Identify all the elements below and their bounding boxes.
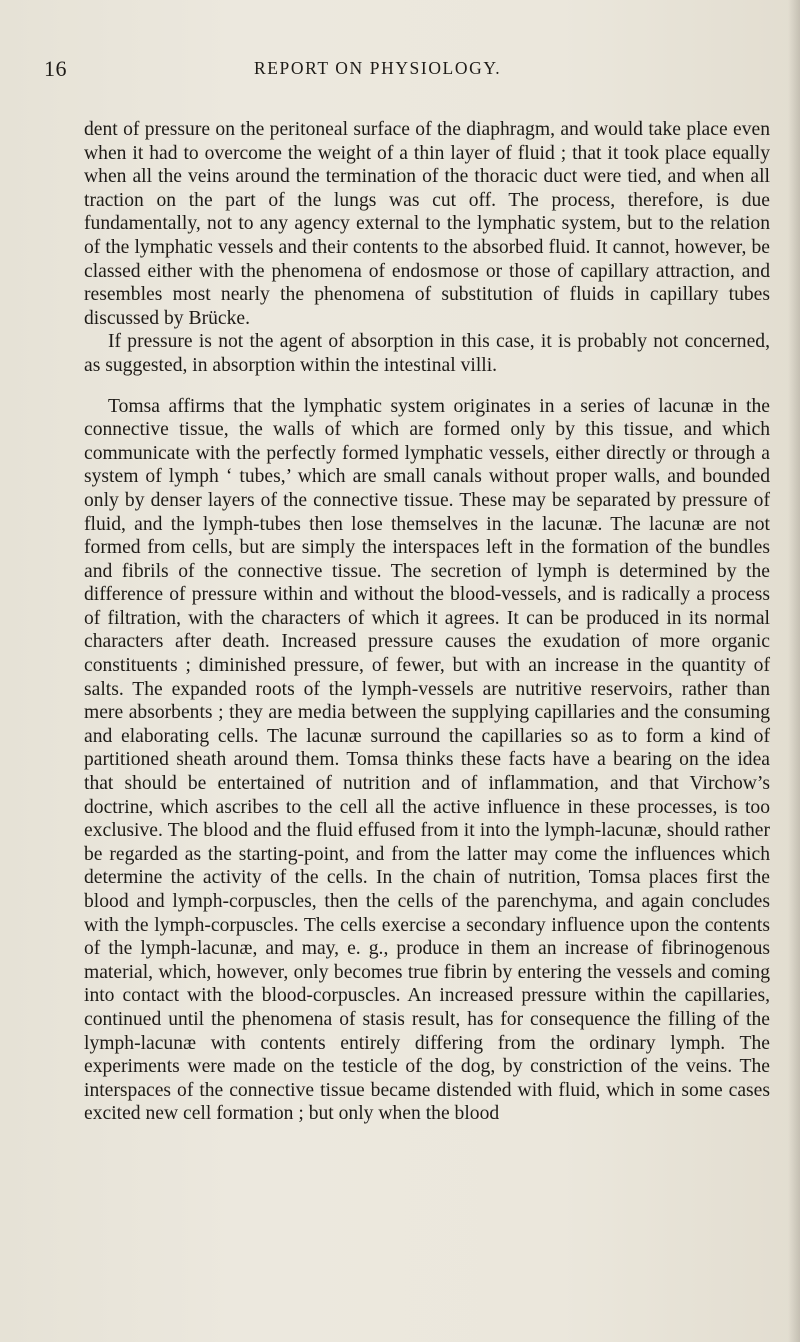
page-number: 16 (44, 56, 67, 81)
running-head: REPORT ON PHYSIOLOGY. (254, 58, 502, 78)
page-edge-shadow (788, 0, 800, 1342)
paragraph-tomsa-lymphatic-system: Tomsa affirms that the lymphatic system originates in a series of lacunæ in the connective tissue, the walls of which are formed only by this tissue, and which communicate with the perfectly formed lymphatic vessels, either directly or through a system of lymph ‘ tubes,’ which are small canals without proper walls, and bounded only by denser layers of the connective tissue. These may be separated by pressure of fluid, and the lymph-tubes then lose themselves in the lacunæ. The lacunæ are not formed from cells, but are simply the interspaces left in the formation of the bundles and fibrils of the connective tissue. The secretion of lymph is determined by the difference of pressure within and without the blood-vessels, and is radically a process of filtration, with the characters of which it agrees. It can be produced in its normal characters after death. Increased pressure causes the exudation of more organic constituents ; diminished pressure, of fewer, but with an increase in the quantity of salts. The expanded roots of the lymph-vessels are nutritive reservoirs, rather than mere absorbents ; they are media between the supplying capillaries and the consuming and elaborating cells. The lacunæ surround the capillaries so as to form a kind of partitioned sheath around them. Tomsa thinks these facts have a bearing on the idea that should be entertained of nutrition and of inflammation, and that Virchow’s doctrine, which ascribes to the cell all the active influence in these processes, is too exclusive. The blood and the fluid effused from it into the lymph-lacunæ, should rather be regarded as the starting-point, and from the latter may come the influences which determine the activity of the cells. In the chain of nutrition, Tomsa places first the blood and lymph-corpuscles, then the cells of the parenchyma, and again concludes with the lymph-corpuscles. The cells exercise a secondary influence upon the contents of the lymph-lacunæ, and may, e. g., produce in them an increase of fibrinogenous material, which, however, only becomes true fibrin by entering the vessels and coming into contact with the blood-corpuscles. An increased pressure within the capillaries, continued until the phenomena of stasis result, has for consequence the filling of the lymph-lacunæ with contents entirely differing from the ordinary lymph. The experiments were made on the testicle of the dog, by constriction of the veins. The interspaces of the connective tissue became distended with fluid, which in some cases excited new cell formation ; but only when the blood (84, 395, 770, 1125)
page-header (44, 56, 764, 82)
paragraph-continued: dent of pressure on the peritoneal surface of the diaphragm, and would take place even when it had to overcome the weight of a thin layer of fluid ; that it took place equally when all the veins around the termination of the thoracic duct were tied, and when all traction on the part of the lungs was cut off. The process, therefore, is due fundamentally, not to any agency external to the lymphatic system, but to the relation of the lymphatic vessels and their contents to the absorbed fluid. It cannot, however, be classed either with the phenomena of endosmose or those of capillary attraction, and resembles most nearly the phenomena of substitution of fluids in capillary tubes discussed by Brücke. (84, 119, 770, 329)
paragraph-absorption-villi: If pressure is not the agent of absorption in this case, it is probably not concerned, as suggested, in absorption within the intestinal villi. (84, 331, 770, 376)
body-text (84, 118, 770, 1126)
